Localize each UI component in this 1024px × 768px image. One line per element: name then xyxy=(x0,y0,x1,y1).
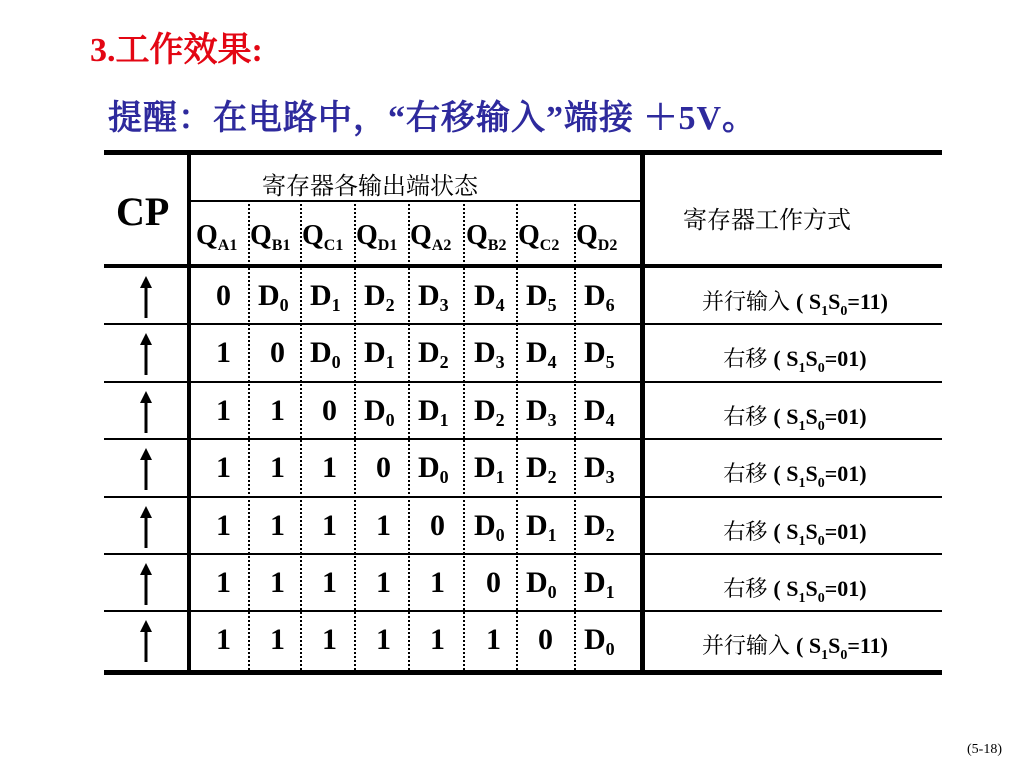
work-mode-label xyxy=(650,572,940,607)
work-mode-label xyxy=(650,515,940,550)
state-value-subscript: 3 xyxy=(439,295,449,315)
q-header-base: Q xyxy=(356,220,378,251)
mode-prefix: ( S xyxy=(773,346,799,372)
state-value-subscript: 0 xyxy=(547,582,557,602)
state-value-base: 1 xyxy=(216,451,231,485)
state-cell xyxy=(364,338,395,371)
state-cell xyxy=(526,508,557,545)
state-value-base: 0 xyxy=(486,566,501,599)
state-value-subscript: 4 xyxy=(605,409,615,430)
state-cell xyxy=(430,508,445,542)
s0-subscript: 0 xyxy=(817,533,825,549)
rising-edge-arrow-icon xyxy=(136,448,156,490)
s0-subscript: 0 xyxy=(817,476,825,492)
state-cell xyxy=(322,508,337,542)
state-value-base: 1 xyxy=(322,566,337,599)
mode-mid: S xyxy=(805,346,818,372)
state-value-subscript: 0 xyxy=(385,409,395,430)
state-cell xyxy=(270,508,285,542)
state-cell xyxy=(526,393,557,430)
state-cell xyxy=(418,393,449,430)
row-divider xyxy=(104,610,942,612)
q-header-subscript: D1 xyxy=(377,237,398,254)
q-header-subscript: C1 xyxy=(323,237,344,254)
reminder-note: 提醒：在电路中，“右移输入”端接 ＋5V。 xyxy=(108,100,758,137)
q-header-b2 xyxy=(466,222,506,254)
state-value-base: D xyxy=(584,566,606,599)
state-value-base: 1 xyxy=(430,623,445,657)
dotted-column-separator xyxy=(574,204,576,670)
state-cell xyxy=(526,453,557,486)
state-value-subscript: 1 xyxy=(605,582,615,602)
table-top-border xyxy=(104,150,942,155)
state-cell xyxy=(322,453,337,483)
state-cell xyxy=(322,625,337,655)
state-value-subscript: 1 xyxy=(547,524,557,545)
state-cell xyxy=(474,281,505,314)
state-value-base: D xyxy=(474,393,496,427)
state-value-base: D xyxy=(364,336,386,370)
q-header-d2 xyxy=(576,222,617,254)
state-value-subscript: 2 xyxy=(439,352,449,373)
mode-suffix: =01) xyxy=(824,576,867,601)
state-value-subscript: 0 xyxy=(279,295,289,315)
state-cell xyxy=(418,281,449,314)
mode-name: 右移 xyxy=(723,403,768,429)
state-value-subscript: 1 xyxy=(331,295,341,315)
state-cell xyxy=(216,281,231,311)
state-cell xyxy=(376,508,391,542)
state-cell xyxy=(538,625,553,655)
state-value-subscript: 5 xyxy=(547,295,557,315)
state-value-base: 1 xyxy=(270,623,285,657)
state-value-subscript: 0 xyxy=(439,467,449,488)
s1-subscript: 1 xyxy=(798,476,806,492)
state-value-base: D xyxy=(474,508,496,542)
state-value-subscript: 5 xyxy=(605,352,615,373)
state-value-subscript: 1 xyxy=(495,467,505,488)
s0-subscript: 0 xyxy=(817,361,825,377)
row-divider xyxy=(104,381,942,383)
state-value-subscript: 3 xyxy=(495,352,505,373)
mode-mid: S xyxy=(805,403,818,429)
state-value-base: 1 xyxy=(322,508,337,542)
state-value-subscript: 1 xyxy=(385,352,395,373)
state-value-base: 1 xyxy=(270,451,285,485)
state-cell xyxy=(310,338,341,371)
q-header-a2 xyxy=(410,222,451,254)
work-mode-label xyxy=(650,400,940,435)
state-cell xyxy=(216,393,231,427)
mode-mid: S xyxy=(828,289,841,314)
state-cell xyxy=(430,568,445,598)
mode-suffix: =01) xyxy=(824,518,867,544)
state-value-base: D xyxy=(526,508,548,542)
row-divider xyxy=(104,496,942,498)
state-cell xyxy=(270,393,285,427)
state-value-subscript: 2 xyxy=(605,524,615,545)
row-divider xyxy=(104,553,942,555)
state-value-base: 1 xyxy=(376,566,391,599)
state-cell xyxy=(376,568,391,598)
q-header-d1 xyxy=(356,222,397,254)
state-cell xyxy=(270,625,285,655)
state-value-base: D xyxy=(526,451,548,485)
rising-edge-arrow-icon xyxy=(136,620,156,662)
state-value-base: D xyxy=(584,393,606,427)
state-cell xyxy=(584,453,615,486)
state-cell xyxy=(322,393,337,427)
state-cell xyxy=(364,393,395,430)
work-mode-label xyxy=(650,457,940,492)
q-header-b1 xyxy=(250,222,290,254)
q-header-subscript: B1 xyxy=(271,237,291,254)
state-value-subscript: 2 xyxy=(547,467,557,488)
q-header-subscript: B2 xyxy=(487,237,507,254)
s1-subscript: 1 xyxy=(798,591,806,606)
state-cell xyxy=(474,453,505,486)
state-cell xyxy=(486,568,501,598)
state-cell xyxy=(526,281,557,314)
q-header-base: Q xyxy=(196,220,218,251)
state-value-base: 1 xyxy=(376,508,391,542)
q-header-base: Q xyxy=(302,220,324,251)
mode-name: 右移 xyxy=(723,518,768,544)
state-value-subscript: 1 xyxy=(439,409,449,430)
page-number: (5-18) xyxy=(967,742,1002,757)
state-cell xyxy=(418,338,449,371)
q-header-subscript: A2 xyxy=(431,237,452,254)
state-value-base: D xyxy=(526,279,548,312)
q-header-subscript: D2 xyxy=(597,237,618,254)
mode-prefix: ( S xyxy=(773,461,799,487)
state-value-base: D xyxy=(584,451,606,485)
row-divider xyxy=(104,438,942,440)
mode-prefix: ( S xyxy=(773,403,799,429)
work-mode-label xyxy=(650,342,940,377)
q-header-base: Q xyxy=(518,220,540,251)
state-value-base: 1 xyxy=(430,566,445,599)
rising-edge-arrow-icon xyxy=(136,506,156,548)
s0-subscript: 0 xyxy=(840,648,848,664)
state-value-base: D xyxy=(584,508,606,542)
state-value-subscript: 3 xyxy=(547,409,557,430)
state-value-base: D xyxy=(526,393,548,427)
state-cell xyxy=(474,338,505,371)
mode-name: 右移 xyxy=(723,346,768,372)
state-value-base: 1 xyxy=(486,623,501,657)
mode-suffix: =11) xyxy=(847,289,888,314)
state-value-base: D xyxy=(526,336,548,370)
q-header-base: Q xyxy=(410,220,432,251)
q-header-subscript: C2 xyxy=(539,237,560,254)
state-cell xyxy=(376,453,391,483)
rising-edge-arrow-icon xyxy=(136,333,156,375)
mode-mid: S xyxy=(805,518,818,544)
s0-subscript: 0 xyxy=(840,304,848,319)
mode-suffix: =11) xyxy=(847,633,888,659)
state-cell xyxy=(584,393,615,430)
mode-suffix: =01) xyxy=(824,346,867,372)
rising-edge-arrow-icon xyxy=(136,563,156,605)
dotted-column-separator xyxy=(354,204,356,670)
state-value-base: D xyxy=(418,336,440,370)
mode-name: 右移 xyxy=(723,461,768,487)
dotted-column-separator xyxy=(516,204,518,670)
mode-prefix: ( S xyxy=(796,633,822,659)
state-cell xyxy=(418,453,449,486)
state-value-base: D xyxy=(584,279,606,312)
mode-column-divider xyxy=(640,150,645,672)
mode-mid: S xyxy=(828,633,841,659)
state-value-base: D xyxy=(474,336,496,370)
state-value-base: 0 xyxy=(216,279,231,312)
s0-subscript: 0 xyxy=(817,591,825,606)
state-value-base: D xyxy=(364,279,386,312)
state-cell xyxy=(270,338,285,368)
state-value-base: D xyxy=(474,451,496,485)
state-cell xyxy=(364,281,395,314)
state-value-base: 1 xyxy=(270,566,285,599)
state-value-subscript: 2 xyxy=(495,409,505,430)
state-value-subscript: 3 xyxy=(605,467,615,488)
state-header: 寄存器各输出端状态 xyxy=(262,174,478,200)
mode-prefix: ( S xyxy=(773,576,799,601)
state-cell xyxy=(474,393,505,430)
q-header-c2 xyxy=(518,222,559,254)
state-value-subscript: 0 xyxy=(331,352,341,373)
mode-name: 右移 xyxy=(723,576,768,601)
state-cell xyxy=(216,625,231,655)
state-value-subscript: 0 xyxy=(605,639,615,660)
state-cell xyxy=(486,625,501,655)
state-value-base: 1 xyxy=(216,623,231,657)
state-value-base: 1 xyxy=(270,393,285,427)
state-value-base: D xyxy=(418,451,440,485)
mode-mid: S xyxy=(805,576,818,601)
state-value-base: D xyxy=(584,623,606,657)
state-value-base: D xyxy=(258,279,280,312)
state-value-base: D xyxy=(418,393,440,427)
slide-title: 3.工作效果: xyxy=(90,32,263,69)
state-value-subscript: 6 xyxy=(605,295,615,315)
s1-subscript: 1 xyxy=(798,533,806,549)
mode-mid: S xyxy=(805,461,818,487)
state-value-base: D xyxy=(310,336,332,370)
state-value-base: 0 xyxy=(538,623,553,657)
state-cell xyxy=(216,338,231,368)
state-cell xyxy=(474,508,505,545)
mode-prefix: ( S xyxy=(796,289,822,314)
state-cell xyxy=(526,568,557,601)
mode-header: 寄存器工作方式 xyxy=(683,208,851,234)
state-value-base: 1 xyxy=(216,566,231,599)
state-cell xyxy=(584,508,615,545)
q-header-base: Q xyxy=(250,220,272,251)
state-value-base: D xyxy=(418,279,440,312)
state-cell xyxy=(584,281,615,314)
table-bottom-border xyxy=(104,670,942,675)
work-mode-label xyxy=(650,629,940,664)
state-cell xyxy=(216,508,231,542)
s1-subscript: 1 xyxy=(821,648,829,664)
state-value-base: 0 xyxy=(322,393,337,427)
state-value-base: 0 xyxy=(376,451,391,485)
state-value-base: D xyxy=(364,393,386,427)
state-value-subscript: 0 xyxy=(495,524,505,545)
q-header-base: Q xyxy=(466,220,488,251)
mode-suffix: =01) xyxy=(824,403,867,429)
state-value-subscript: 4 xyxy=(495,295,505,315)
cp-column-divider xyxy=(187,150,191,672)
rising-edge-arrow-icon xyxy=(136,276,156,318)
state-value-base: D xyxy=(474,279,496,312)
s0-subscript: 0 xyxy=(817,418,825,434)
state-cell xyxy=(584,568,615,601)
s1-subscript: 1 xyxy=(821,304,829,319)
state-cell xyxy=(430,625,445,655)
state-value-subscript: 4 xyxy=(547,352,557,373)
q-header-base: Q xyxy=(576,220,598,251)
state-cell xyxy=(216,568,231,598)
state-cell xyxy=(322,568,337,598)
state-cell xyxy=(216,453,231,483)
q-header-c1 xyxy=(302,222,343,254)
state-value-base: 0 xyxy=(270,336,285,370)
dotted-column-separator xyxy=(248,204,250,670)
state-value-base: 1 xyxy=(322,451,337,485)
state-value-base: 1 xyxy=(216,393,231,427)
state-value-base: 1 xyxy=(270,508,285,542)
state-value-base: D xyxy=(584,336,606,370)
dotted-column-separator xyxy=(300,204,302,670)
state-cell xyxy=(310,281,341,314)
s1-subscript: 1 xyxy=(798,361,806,377)
state-cell xyxy=(526,338,557,371)
mode-suffix: =01) xyxy=(824,461,867,487)
q-header-subscript: A1 xyxy=(217,237,238,254)
work-mode-label xyxy=(650,285,940,320)
state-value-base: 1 xyxy=(216,508,231,542)
row-divider xyxy=(104,323,942,325)
state-value-base: 1 xyxy=(216,336,231,370)
state-cell xyxy=(270,568,285,598)
state-value-base: 1 xyxy=(376,623,391,657)
state-value-base: D xyxy=(310,279,332,312)
mode-prefix: ( S xyxy=(773,518,799,544)
dotted-column-separator xyxy=(463,204,465,670)
state-value-base: 0 xyxy=(430,508,445,542)
state-cell xyxy=(258,281,289,314)
state-value-base: D xyxy=(526,566,548,599)
header-bottom-border xyxy=(104,264,942,268)
state-value-base: 1 xyxy=(322,623,337,657)
state-cell xyxy=(270,453,285,483)
s1-subscript: 1 xyxy=(798,418,806,434)
mode-name: 并行输入 xyxy=(702,633,791,659)
dotted-column-separator xyxy=(408,204,410,670)
state-cell xyxy=(376,625,391,655)
state-cell xyxy=(584,338,615,371)
state-value-subscript: 2 xyxy=(385,295,395,315)
cp-header: CP xyxy=(116,189,170,234)
rising-edge-arrow-icon xyxy=(136,391,156,433)
q-header-a1 xyxy=(196,222,237,254)
mode-name: 并行输入 xyxy=(702,289,791,314)
state-cell xyxy=(584,625,615,658)
